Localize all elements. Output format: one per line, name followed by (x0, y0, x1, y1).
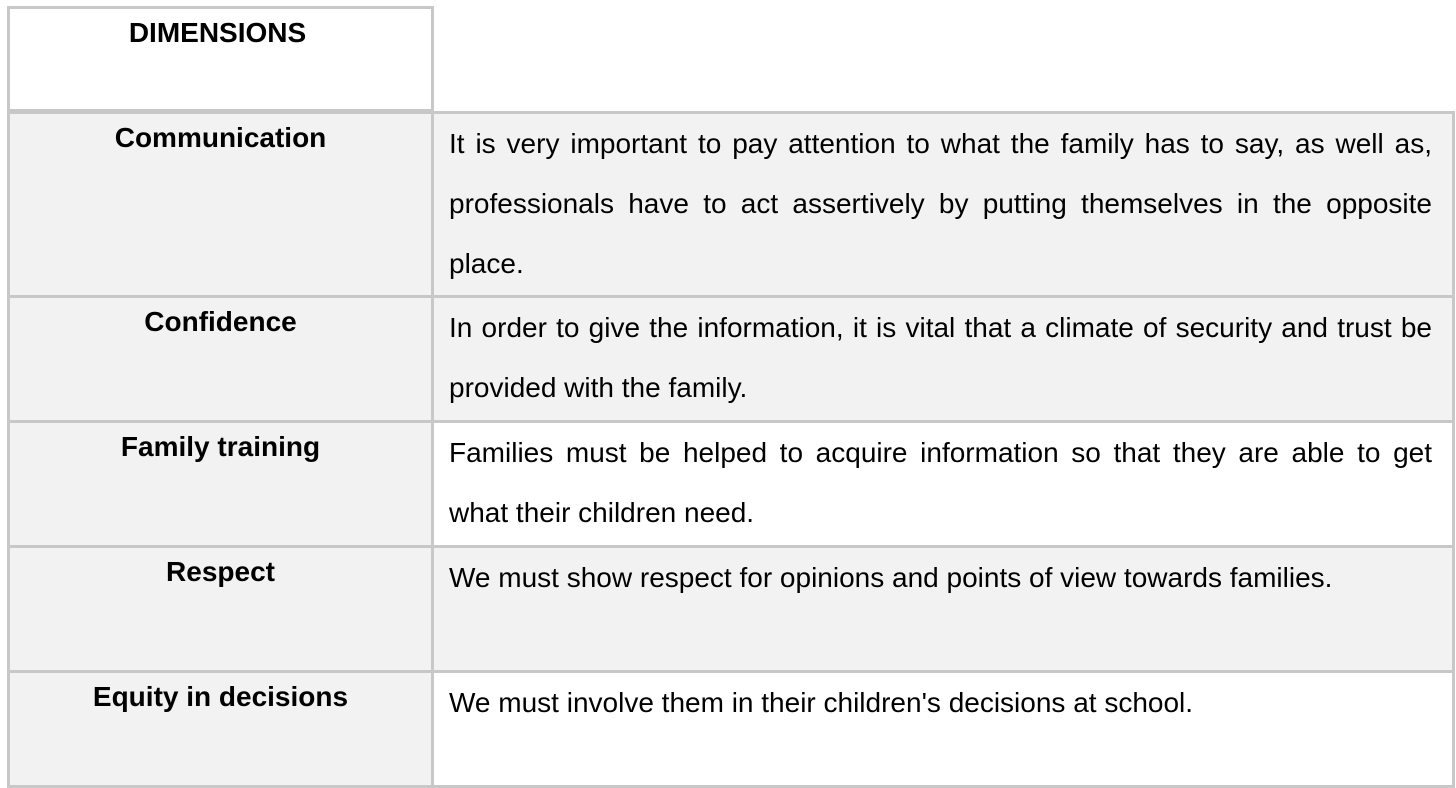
description-text: It is very important to pay attention to what the family has to say, as well as, professionals have to act assertively by putting themselves in the opposite place. (449, 128, 1432, 279)
dimension-label: Confidence (144, 306, 297, 337)
dimension-label: Communication (114, 122, 327, 153)
table-row-family-training (10, 420, 1452, 545)
description-cell (434, 548, 1452, 670)
description-text: We must show respect for opinions and points of view towards families. (449, 562, 1333, 593)
description-cell (434, 298, 1452, 420)
dimensions-table (7, 111, 1455, 788)
dimensions-header (7, 6, 434, 112)
table-row-communication (10, 114, 1452, 295)
dimension-label: Equity in decisions (92, 681, 349, 712)
dimension-label: Respect (166, 556, 275, 587)
dimension-cell (10, 114, 434, 295)
table-row-equity-in-decisions (10, 670, 1452, 785)
description-cell (434, 114, 1452, 295)
description-cell (434, 423, 1452, 545)
dimension-label: Family training (120, 431, 321, 462)
dimension-cell (10, 548, 434, 670)
table-row-confidence (10, 295, 1452, 420)
description-text: Families must be helped to acquire information so that they are able to get what their children need. (449, 437, 1432, 528)
dimension-cell (10, 423, 434, 545)
dimensions-header-label: DIMENSIONS (128, 17, 307, 48)
table-row-respect (10, 545, 1452, 670)
description-text: In order to give the information, it is vital that a climate of security and trust be provided with the family. (449, 312, 1432, 403)
description-cell (434, 673, 1452, 785)
dimension-cell (10, 298, 434, 420)
description-text: We must involve them in their children's decisions at school. (449, 687, 1194, 718)
dimension-cell (10, 673, 434, 785)
